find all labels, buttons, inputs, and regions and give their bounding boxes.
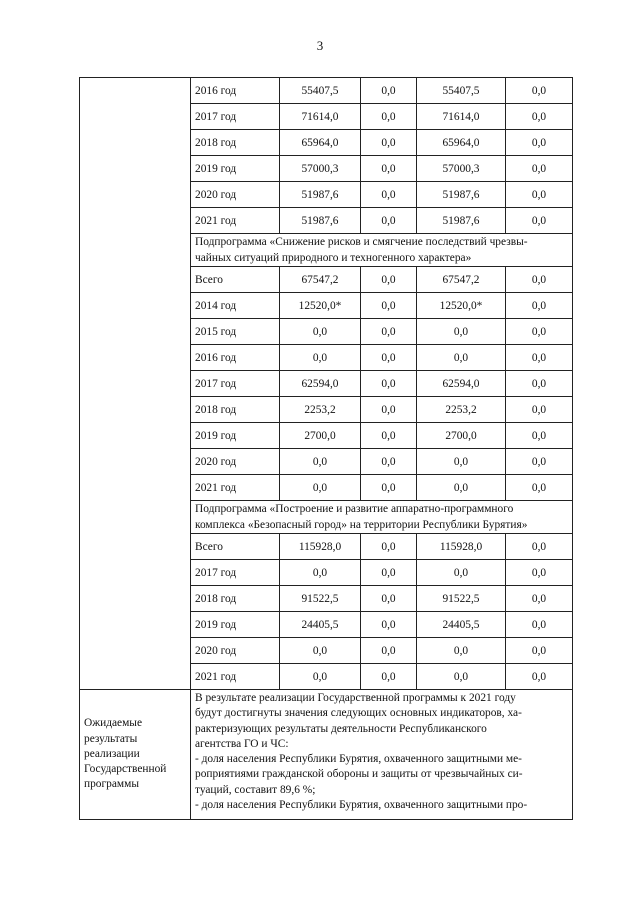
- federal-amount-cell: 0,0: [361, 475, 417, 501]
- other-amount-cell: 0,0: [506, 319, 573, 345]
- total-amount-cell: 0,0: [280, 560, 361, 586]
- table-row: [80, 78, 573, 104]
- expected-results-label-line: Государственной: [84, 763, 167, 776]
- republic-amount-cell: 51987,6: [417, 208, 506, 234]
- expected-results-label-line: реализации: [84, 747, 140, 760]
- total-amount-cell: 0,0: [280, 319, 361, 345]
- year-cell: 2017 год: [191, 104, 280, 130]
- expected-results-text-line: будут достигнуты значения следующих основных индикаторов, ха-: [195, 707, 522, 720]
- total-amount-cell: 12520,0*: [280, 293, 361, 319]
- federal-amount-cell: 0,0: [361, 208, 417, 234]
- expected-results-row: [80, 690, 573, 820]
- other-amount-cell: 0,0: [506, 560, 573, 586]
- total-amount-cell: 91522,5: [280, 586, 361, 612]
- year-cell: 2015 год: [191, 319, 280, 345]
- year-cell: 2020 год: [191, 182, 280, 208]
- republic-amount-cell: 67547,2: [417, 267, 506, 293]
- expected-results-label-line: результаты: [84, 732, 138, 745]
- subprogram-heading-line: чайных ситуаций природного и техногенного характера»: [195, 252, 472, 264]
- expected-results-text-line: роприятиями гражданской обороны и защиты от чрезвычайных си-: [195, 768, 523, 781]
- republic-amount-cell: 0,0: [417, 560, 506, 586]
- year-cell: 2021 год: [191, 208, 280, 234]
- other-amount-cell: 0,0: [506, 267, 573, 293]
- other-amount-cell: 0,0: [506, 397, 573, 423]
- federal-amount-cell: 0,0: [361, 560, 417, 586]
- federal-amount-cell: 0,0: [361, 182, 417, 208]
- total-amount-cell: 0,0: [280, 664, 361, 690]
- year-cell: 2017 год: [191, 560, 280, 586]
- federal-amount-cell: 0,0: [361, 293, 417, 319]
- federal-amount-cell: 0,0: [361, 664, 417, 690]
- total-amount-cell: 0,0: [280, 475, 361, 501]
- federal-amount-cell: 0,0: [361, 156, 417, 182]
- other-amount-cell: 0,0: [506, 371, 573, 397]
- year-cell: 2021 год: [191, 475, 280, 501]
- republic-amount-cell: 51987,6: [417, 182, 506, 208]
- republic-amount-cell: 55407,5: [417, 78, 506, 104]
- republic-amount-cell: 2253,2: [417, 397, 506, 423]
- expected-results-text: [191, 690, 573, 820]
- subprogram-heading: [191, 234, 573, 267]
- republic-amount-cell: 0,0: [417, 449, 506, 475]
- year-cell: 2020 год: [191, 638, 280, 664]
- total-amount-cell: 2253,2: [280, 397, 361, 423]
- other-amount-cell: 0,0: [506, 638, 573, 664]
- expected-results-text-line: агентства ГО и ЧС:: [195, 737, 289, 750]
- republic-amount-cell: 0,0: [417, 475, 506, 501]
- other-amount-cell: 0,0: [506, 293, 573, 319]
- other-amount-cell: 0,0: [506, 78, 573, 104]
- federal-amount-cell: 0,0: [361, 267, 417, 293]
- federal-amount-cell: 0,0: [361, 78, 417, 104]
- other-amount-cell: 0,0: [506, 534, 573, 560]
- other-amount-cell: 0,0: [506, 586, 573, 612]
- other-amount-cell: 0,0: [506, 423, 573, 449]
- expected-results-label-line: Ожидаемые: [84, 717, 143, 730]
- subprogram-heading-line: Подпрограмма «Построение и развитие аппаратно-программного: [195, 503, 514, 515]
- federal-amount-cell: 0,0: [361, 397, 417, 423]
- expected-results-label: [80, 690, 191, 820]
- federal-amount-cell: 0,0: [361, 612, 417, 638]
- other-amount-cell: 0,0: [506, 156, 573, 182]
- funding-table: [79, 77, 573, 820]
- year-cell: Всего: [191, 267, 280, 293]
- expected-results-text-line: туаций, составит 89,6 %;: [195, 783, 316, 796]
- other-amount-cell: 0,0: [506, 182, 573, 208]
- year-cell: 2018 год: [191, 586, 280, 612]
- left-column-blank: [80, 78, 191, 690]
- subprogram-heading-line: Подпрограмма «Снижение рисков и смягчение последствий чрезвы-: [195, 236, 528, 248]
- total-amount-cell: 67547,2: [280, 267, 361, 293]
- year-cell: 2019 год: [191, 156, 280, 182]
- republic-amount-cell: 0,0: [417, 345, 506, 371]
- federal-amount-cell: 0,0: [361, 586, 417, 612]
- total-amount-cell: 51987,6: [280, 208, 361, 234]
- federal-amount-cell: 0,0: [361, 345, 417, 371]
- federal-amount-cell: 0,0: [361, 449, 417, 475]
- federal-amount-cell: 0,0: [361, 638, 417, 664]
- total-amount-cell: 55407,5: [280, 78, 361, 104]
- republic-amount-cell: 0,0: [417, 319, 506, 345]
- republic-amount-cell: 12520,0*: [417, 293, 506, 319]
- year-cell: 2021 год: [191, 664, 280, 690]
- other-amount-cell: 0,0: [506, 664, 573, 690]
- year-cell: Всего: [191, 534, 280, 560]
- year-cell: 2018 год: [191, 130, 280, 156]
- year-cell: 2017 год: [191, 371, 280, 397]
- total-amount-cell: 0,0: [280, 345, 361, 371]
- expected-results-text-line: рактеризующих результаты деятельности Республиканского: [195, 722, 487, 735]
- federal-amount-cell: 0,0: [361, 423, 417, 449]
- year-cell: 2019 год: [191, 612, 280, 638]
- republic-amount-cell: 0,0: [417, 664, 506, 690]
- total-amount-cell: 57000,3: [280, 156, 361, 182]
- year-cell: 2014 год: [191, 293, 280, 319]
- total-amount-cell: 115928,0: [280, 534, 361, 560]
- expected-results-text-line: - доля населения Республики Бурятия, охваченного защитными ме-: [195, 753, 522, 766]
- federal-amount-cell: 0,0: [361, 534, 417, 560]
- total-amount-cell: 0,0: [280, 638, 361, 664]
- other-amount-cell: 0,0: [506, 130, 573, 156]
- other-amount-cell: 0,0: [506, 612, 573, 638]
- year-cell: 2020 год: [191, 449, 280, 475]
- other-amount-cell: 0,0: [506, 449, 573, 475]
- other-amount-cell: 0,0: [506, 475, 573, 501]
- total-amount-cell: 2700,0: [280, 423, 361, 449]
- year-cell: 2016 год: [191, 78, 280, 104]
- federal-amount-cell: 0,0: [361, 319, 417, 345]
- expected-results-text-body: [195, 691, 568, 818]
- republic-amount-cell: 65964,0: [417, 130, 506, 156]
- total-amount-cell: 24405,5: [280, 612, 361, 638]
- republic-amount-cell: 0,0: [417, 638, 506, 664]
- republic-amount-cell: 62594,0: [417, 371, 506, 397]
- year-cell: 2019 год: [191, 423, 280, 449]
- year-cell: 2018 год: [191, 397, 280, 423]
- other-amount-cell: 0,0: [506, 345, 573, 371]
- federal-amount-cell: 0,0: [361, 371, 417, 397]
- expected-results-text-line: - доля населения Республики Бурятия, охваченного защитными про-: [195, 799, 528, 812]
- year-cell: 2016 год: [191, 345, 280, 371]
- total-amount-cell: 0,0: [280, 449, 361, 475]
- expected-results-label-line: программы: [84, 778, 139, 791]
- republic-amount-cell: 91522,5: [417, 586, 506, 612]
- other-amount-cell: 0,0: [506, 104, 573, 130]
- republic-amount-cell: 115928,0: [417, 534, 506, 560]
- expected-results-text-line: В результате реализации Государственной программы к 2021 году: [195, 692, 516, 704]
- federal-amount-cell: 0,0: [361, 130, 417, 156]
- federal-amount-cell: 0,0: [361, 104, 417, 130]
- total-amount-cell: 51987,6: [280, 182, 361, 208]
- total-amount-cell: 62594,0: [280, 371, 361, 397]
- republic-amount-cell: 24405,5: [417, 612, 506, 638]
- subprogram-heading-line: комплекса «Безопасный город» на территории Республики Бурятия»: [195, 519, 528, 531]
- republic-amount-cell: 71614,0: [417, 104, 506, 130]
- other-amount-cell: 0,0: [506, 208, 573, 234]
- republic-amount-cell: 57000,3: [417, 156, 506, 182]
- page-number: 3: [316, 38, 324, 53]
- total-amount-cell: 65964,0: [280, 130, 361, 156]
- republic-amount-cell: 2700,0: [417, 423, 506, 449]
- total-amount-cell: 71614,0: [280, 104, 361, 130]
- subprogram-heading: [191, 501, 573, 534]
